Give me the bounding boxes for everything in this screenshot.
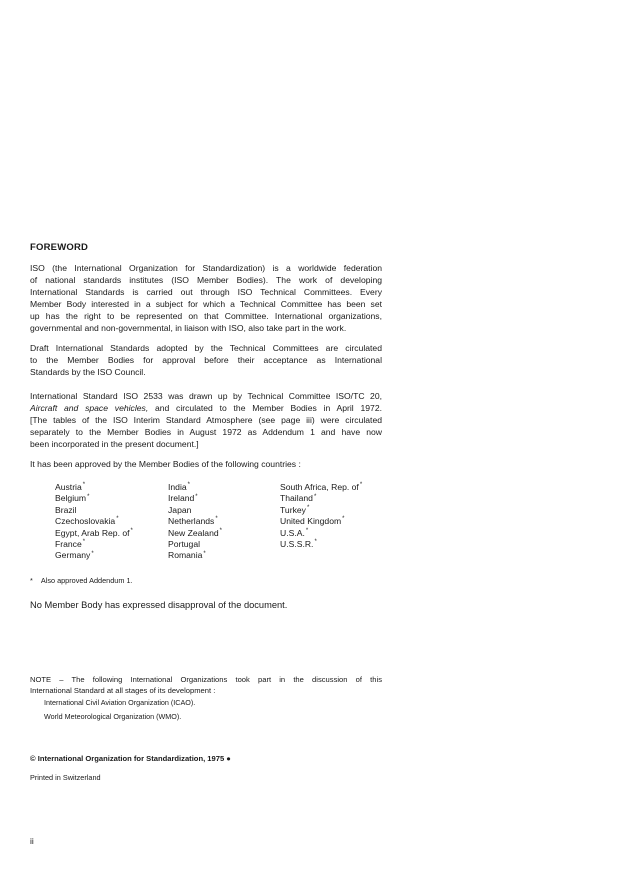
- paragraph-iso-2533: [30, 390, 382, 450]
- country-item: U.S.A.*: [280, 527, 309, 538]
- footnote-text: Also approved Addendum 1.: [40, 576, 133, 585]
- organization-wmo: World Meteorological Organization (WMO).: [44, 712, 182, 721]
- country-item: France*: [55, 539, 86, 550]
- country-item: Austria*: [55, 482, 86, 492]
- text-line: [30, 402, 382, 414]
- footnote-marker: *: [30, 576, 33, 585]
- country-item: U.S.S.R.*: [280, 539, 317, 550]
- country-item: Portugal: [168, 539, 201, 550]
- country-list-column-3: [280, 482, 362, 550]
- approval-intro: [30, 458, 382, 470]
- text-line: governmental and non-governmental, in liaison with ISO, also take part in the work.: [30, 323, 347, 334]
- text-line: to the Member Bodies for approval before their acceptance as International: [30, 355, 382, 366]
- country-list-column-2: [168, 482, 222, 562]
- country-item: United Kingdom*: [280, 516, 345, 527]
- country-item: Belgium*: [55, 493, 90, 504]
- country-item: Thailand*: [280, 493, 317, 504]
- foreword-heading: FOREWORD: [30, 242, 89, 253]
- text-line: [The tables of the ISO Interim Standard Atmosphere (see page iii) were circulated: [30, 415, 382, 426]
- country-item: Brazil: [55, 504, 77, 515]
- country-item: Turkey*: [280, 504, 310, 515]
- committee-title-italic: Aircraft and space vehicles,: [30, 403, 149, 414]
- paragraph-draft-standards: [30, 342, 382, 378]
- text-line: International Standards is carried out through ISO Technical Committees. Every: [30, 287, 382, 298]
- country-item: New Zealand*: [168, 527, 222, 538]
- text-line: separately to the Member Bodies in August 1972 as Addendum 1 and have now: [30, 427, 382, 438]
- text-line: ISO (the International Organization for Standardization) is a worldwide federation: [30, 263, 382, 273]
- text-line: Draft International Standards adopted by the Technical Committees are circulated: [30, 343, 382, 353]
- paragraph-iso-intro: [30, 262, 382, 335]
- country-item: South Africa, Rep. of*: [280, 482, 363, 492]
- printed-in: Printed in Switzerland: [30, 773, 101, 782]
- copyright-line: © International Organization for Standardization, 1975 ●: [30, 754, 231, 763]
- text-line: Member Body interested in a subject for which a Technical Committee has been set: [30, 299, 382, 310]
- country-item: Egypt, Arab Rep. of*: [55, 527, 133, 538]
- text-line: of national standards institutes (ISO Member Bodies). The work of developing: [30, 275, 382, 286]
- country-list-column-1: [55, 482, 133, 562]
- text-fragment: and circulated to the Member Bodies in April 1972.: [148, 403, 382, 414]
- country-item: Czechoslovakia*: [55, 516, 119, 527]
- country-item: Romania*: [168, 550, 206, 561]
- note-block: [30, 675, 382, 696]
- text-line: International Standard ISO 2533 was drawn up by Technical Committee ISO/TC 20,: [30, 391, 382, 401]
- country-item: Germany*: [55, 550, 94, 561]
- note-line: International Standard at all stages of its development :: [30, 685, 216, 695]
- text-line: up has the right to be represented on that Committee. International organizations,: [30, 311, 382, 322]
- text-line: It has been approved by the Member Bodies of the following countries :: [30, 459, 301, 469]
- page-number: ii: [30, 836, 34, 846]
- disapproval-statement: No Member Body has expressed disapproval of the document.: [30, 600, 288, 610]
- country-item: Ireland*: [168, 493, 198, 504]
- country-item: Japan: [168, 504, 192, 515]
- note-line: NOTE – The following International Organizations took part in the discussion of this: [30, 675, 382, 684]
- country-item: Netherlands*: [168, 516, 218, 527]
- organization-icao: International Civil Aviation Organization (ICAO).: [44, 698, 196, 707]
- text-line: been incorporated in the present document.]: [30, 439, 199, 450]
- country-item: India*: [168, 482, 190, 492]
- text-line: Standards by the ISO Council.: [30, 367, 146, 378]
- footnote: [30, 576, 133, 585]
